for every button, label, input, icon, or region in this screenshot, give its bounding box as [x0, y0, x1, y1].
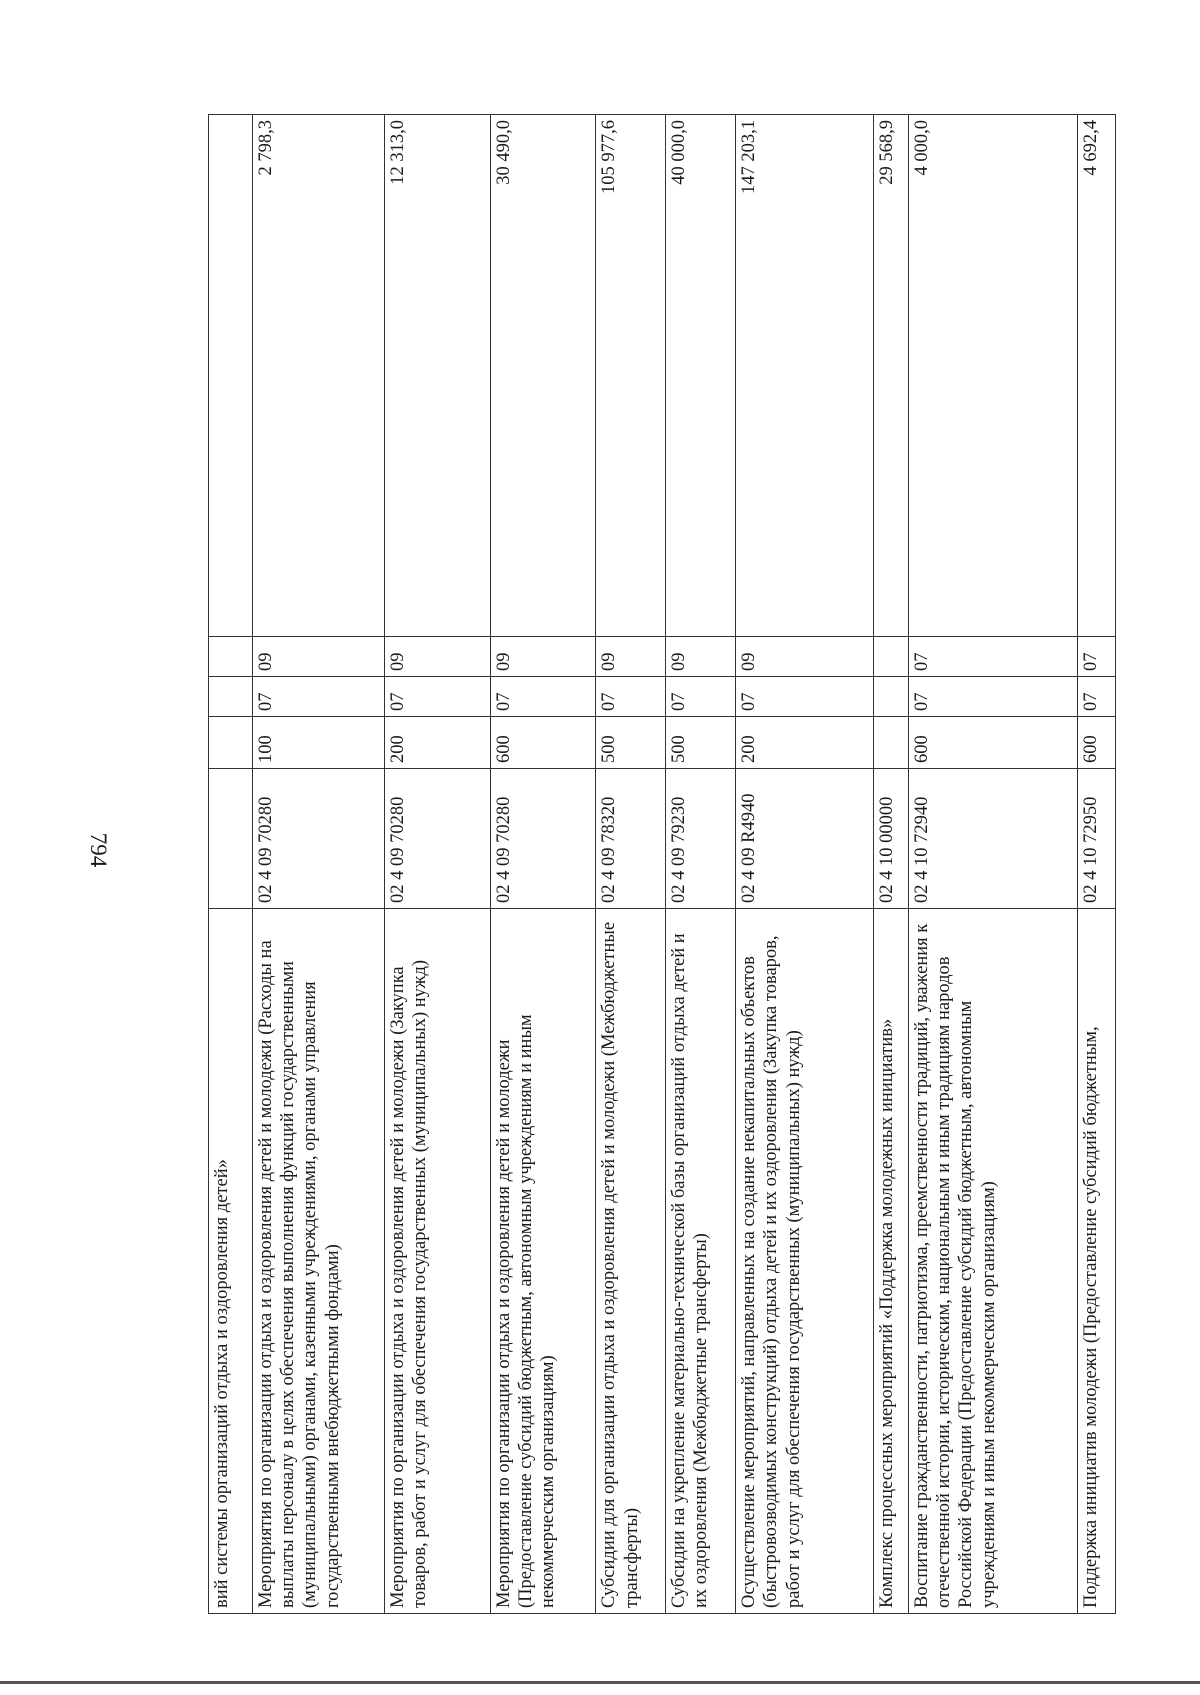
row-expense-type: 200: [736, 717, 874, 769]
row-subsection: 09: [490, 637, 596, 677]
row-subsection: 09: [736, 637, 874, 677]
row-section: 07: [596, 677, 665, 717]
row-target-code: 02 4 09 70280: [253, 769, 385, 909]
row-sum: [209, 115, 253, 637]
row-subsection: 09: [596, 637, 665, 677]
row-section: 07: [1078, 677, 1116, 717]
page-number: 794: [86, 832, 111, 868]
table-row: [873, 115, 908, 1614]
row-target-code: 02 4 09 78320: [596, 769, 665, 909]
row-sum: 30 490,0: [490, 115, 596, 637]
row-subsection: 07: [908, 637, 1078, 677]
row-expense-type: 100: [253, 717, 385, 769]
row-target-code: 02 4 09 70280: [490, 769, 596, 909]
row-name: Мероприятия по организации отдыха и оздоровления детей и молодежи (Закупка товаров, работ и услуг для обеспечения государственных (муниципальных) нужд): [385, 909, 491, 1614]
table-row: [908, 115, 1078, 1614]
row-subsection: 09: [253, 637, 385, 677]
row-name: Воспитание гражданственности, патриотизма, преемственности традиций, уважения к отечественной истории, историческим, национальным и иным традициям народов Российской Федерации (Предоставление субсидий бюджетным, автономным учреждениям и иным некоммерческим организациям): [908, 909, 1078, 1614]
row-section: 07: [665, 677, 735, 717]
row-name: Мероприятия по организации отдыха и оздоровления детей и молодежи (Предоставление субсидий бюджетным, автономным учреждениям и иным некоммерческим организациям): [490, 909, 596, 1614]
row-name: Поддержка инициатив молодежи (Предоставление субсидий бюджетным,: [1078, 909, 1116, 1614]
row-subsection: [209, 637, 253, 677]
row-sum: 29 568,9: [873, 115, 908, 637]
row-subsection: 07: [1078, 637, 1116, 677]
table-row: [209, 115, 253, 1614]
row-target-code: [209, 769, 253, 909]
row-sum: 4 692,4: [1078, 115, 1116, 637]
table-row: [665, 115, 735, 1614]
table-row: [253, 115, 385, 1614]
table-row: [385, 115, 491, 1614]
row-expense-type: 600: [490, 717, 596, 769]
row-expense-type: 500: [665, 717, 735, 769]
scan-bottom-edge: [0, 1681, 1200, 1684]
row-name: Комплекс процессных мероприятий «Поддержка молодежных инициатив»: [873, 909, 908, 1614]
table-row: [1078, 115, 1116, 1614]
row-expense-type: 200: [385, 717, 491, 769]
row-section: 07: [253, 677, 385, 717]
budget-table-container: [208, 115, 1116, 1614]
row-sum: 105 977,6: [596, 115, 665, 637]
row-subsection: [873, 637, 908, 677]
row-expense-type: 500: [596, 717, 665, 769]
row-subsection: 09: [665, 637, 735, 677]
budget-table: [208, 114, 1116, 1614]
table-row: [596, 115, 665, 1614]
row-target-code: 02 4 09 79230: [665, 769, 735, 909]
row-section: 07: [385, 677, 491, 717]
row-subsection: 09: [385, 637, 491, 677]
row-sum: 2 798,3: [253, 115, 385, 637]
row-name: вий системы организаций отдыха и оздоровления детей»: [209, 909, 253, 1614]
table-row: [736, 115, 874, 1614]
row-name: Мероприятия по организации отдыха и оздоровления детей и молодежи (Расходы на выплаты персоналу в целях обеспечения выполнения функций государственными (муниципальными) органами, казенными учреждениями, органами управления государственными внебюджетными фондами): [253, 909, 385, 1614]
row-sum: 12 313,0: [385, 115, 491, 637]
row-section: [209, 677, 253, 717]
row-section: 07: [490, 677, 596, 717]
row-expense-type: 600: [1078, 717, 1116, 769]
row-expense-type: [209, 717, 253, 769]
table-row: [490, 115, 596, 1614]
row-name: Субсидии для организации отдыха и оздоровления детей и молодежи (Межбюджетные трансферты): [596, 909, 665, 1614]
row-target-code: 02 4 09 70280: [385, 769, 491, 909]
row-expense-type: [873, 717, 908, 769]
row-name: Субсидии на укрепление материально-технической базы организаций отдыха детей и их оздоровления (Межбюджетные трансферты): [665, 909, 735, 1614]
row-sum: 4 000,0: [908, 115, 1078, 637]
row-sum: 40 000,0: [665, 115, 735, 637]
row-sum: 147 203,1: [736, 115, 874, 637]
row-section: [873, 677, 908, 717]
row-target-code: 02 4 10 00000: [873, 769, 908, 909]
row-section: 07: [736, 677, 874, 717]
row-expense-type: 600: [908, 717, 1078, 769]
row-target-code: 02 4 09 R4940: [736, 769, 874, 909]
row-target-code: 02 4 10 72940: [908, 769, 1078, 909]
row-name: Осуществление мероприятий, направленных на создание некапитальных объектов (быстровозводимых конструкций) отдыха детей и их оздоровления (Закупка товаров, работ и услуг для обеспечения государственных (муниципальных) нужд): [736, 909, 874, 1614]
budget-table-body: [209, 115, 1116, 1614]
row-target-code: 02 4 10 72950: [1078, 769, 1116, 909]
row-section: 07: [908, 677, 1078, 717]
